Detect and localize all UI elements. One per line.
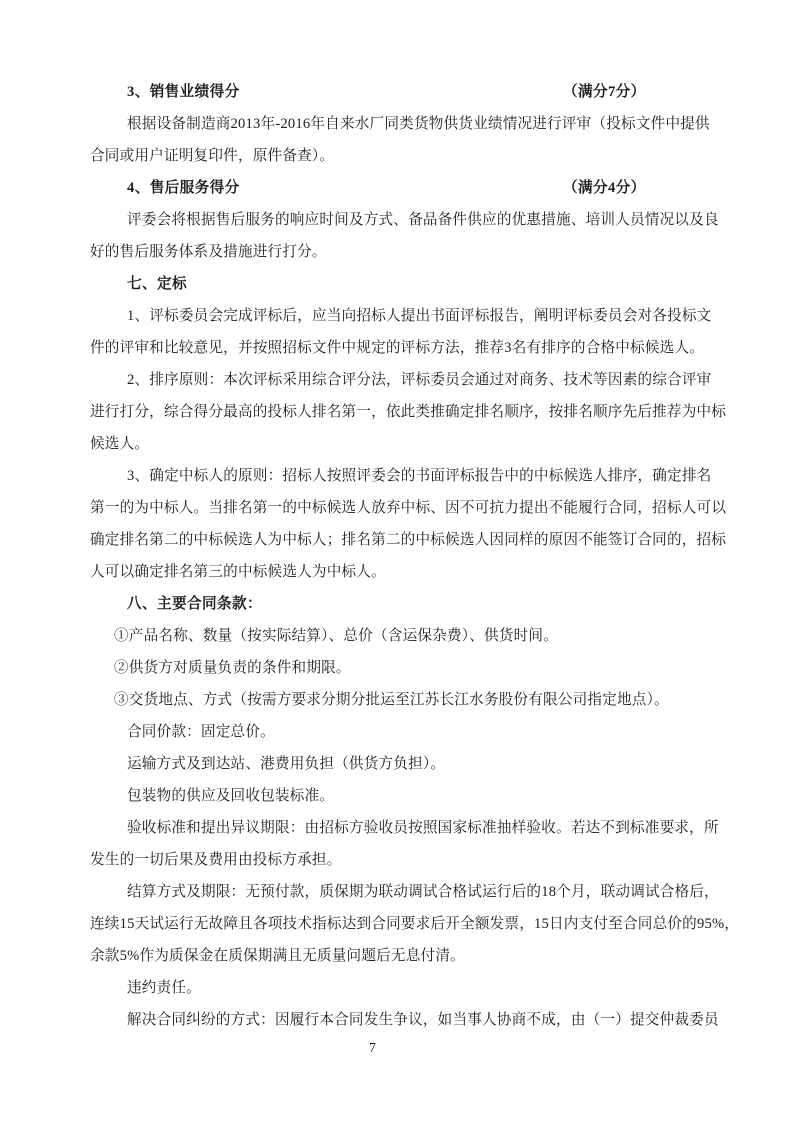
line-text: 4、售后服务得分 (127, 180, 240, 196)
document-text-line (90, 524, 730, 556)
document-text-line (90, 332, 730, 364)
line-text: 好的售后服务体系及措施进行打分。 (90, 244, 327, 260)
document-text-line (90, 908, 740, 940)
line-text: 确定排名第二的中标候选人为中标人；排名第二的中标候选人因同样的原因不能签订合同的，招标 (90, 532, 727, 548)
document-text-line (90, 940, 730, 972)
line-text: 1、评标委员会完成评标后，应当向招标人提出书面评标报告，阐明评标委员会对各投标文 (127, 308, 712, 324)
max-score-label: （满分7分） (563, 84, 646, 100)
document-text-line (90, 652, 730, 684)
line-text: 余款5%作为质保金在质保期满且无质量问题后无息付清。 (90, 948, 465, 964)
document-text-line (90, 556, 730, 588)
line-text: 八、主要合同条款： (127, 596, 262, 612)
line-text: 解决合同纠纷的方式：因履行本合同发生争议，如当事人协商不成，由（一）提交仲裁委员 (127, 1012, 719, 1028)
line-text: 连续15天试运行无故障且各项技术指标达到合同要求后开全额发票，15日内支付至合同总价的95%， (90, 916, 740, 932)
document-text-line (90, 364, 730, 396)
line-text: 合同或用户证明复印件，原件备查）。 (90, 148, 335, 164)
line-text: 合同价款：固定总价。 (127, 724, 275, 740)
line-text: 运输方式及到达站、港费用负担（供货方负担）。 (127, 756, 446, 772)
line-text: 2、排序原则：本次评标采用综合评分法，评标委员会通过对商务、技术等因素的综合评审 (127, 372, 712, 388)
line-text: ②供货方对质量负责的条件和期限。 (114, 660, 351, 676)
line-text: 进行打分，综合得分最高的投标人排名第一，依此类推确定排名顺序，按排名顺序先后推荐为中标 (90, 404, 727, 420)
document-text-line (90, 876, 730, 908)
line-text: 第一的为中标人。当排名第一的中标候选人放弃中标、因不可抗力提出不能履行合同，招标人可以 (90, 500, 727, 516)
document-text-line (90, 204, 730, 236)
line-text: 3、销售业绩得分 (127, 84, 240, 100)
line-text: 件的评审和比较意见，并按照招标文件中规定的评标方法，推荐3名有排序的合格中标候选人。 (90, 340, 705, 356)
document-heading-line (90, 172, 730, 204)
document-text-line (90, 748, 730, 780)
document-text-line (90, 428, 730, 460)
document-text-line (90, 492, 730, 524)
line-text: 候选人。 (90, 436, 150, 452)
line-text: ①产品名称、数量（按实际结算）、总价（含运保杂费）、供货时间。 (114, 628, 559, 644)
document-text-line (90, 620, 730, 652)
line-text: 发生的一切后果及费用由投标方承担。 (90, 852, 342, 868)
document-text-line (90, 812, 730, 844)
line-text: 验收标准和提出异议期限：由招标方验收员按照国家标准抽样验收。若达不到标准要求，所 (127, 820, 719, 836)
max-score-label: （满分4分） (563, 180, 646, 196)
document-text-line (90, 108, 730, 140)
document-text-line (90, 684, 730, 716)
document-heading-line (90, 588, 730, 620)
document-heading-line (90, 76, 730, 108)
document-text-line (90, 140, 730, 172)
document-text-line (90, 396, 730, 428)
document-text-line (90, 300, 730, 332)
page-number: 7 (369, 1040, 376, 1055)
document-body (90, 76, 740, 1036)
line-text: 七、定标 (127, 276, 187, 292)
document-text-line (90, 972, 730, 1004)
line-text: ③交货地点、方式（按需方要求分期分批运至江苏长江水务股份有限公司指定地点）。 (114, 692, 669, 708)
document-heading-line (90, 268, 730, 300)
document-text-line (90, 460, 730, 492)
line-text: 评委会将根据售后服务的响应时间及方式、备品备件供应的优惠措施、培训人员情况以及良 (127, 212, 719, 228)
line-text: 人可以确定排名第三的中标候选人为中标人。 (90, 564, 386, 580)
line-text: 3、确定中标人的原则：招标人按照评委会的书面评标报告中的中标候选人排序，确定排名 (127, 468, 712, 484)
line-text: 包装物的供应及回收包装标准。 (127, 788, 335, 804)
document-text-line (90, 236, 730, 268)
line-text: 违约责任。 (127, 980, 201, 996)
line-text: 结算方式及期限：无预付款，质保期为联动调试合格试运行后的18个月，联动调试合格后， (127, 884, 719, 900)
line-text: 根据设备制造商2013年-2016年自来水厂同类货物供货业绩情况进行评审（投标文件中提供 (127, 116, 710, 132)
document-text-line (90, 844, 730, 876)
document-text-line (90, 780, 730, 812)
document-text-line (90, 716, 730, 748)
